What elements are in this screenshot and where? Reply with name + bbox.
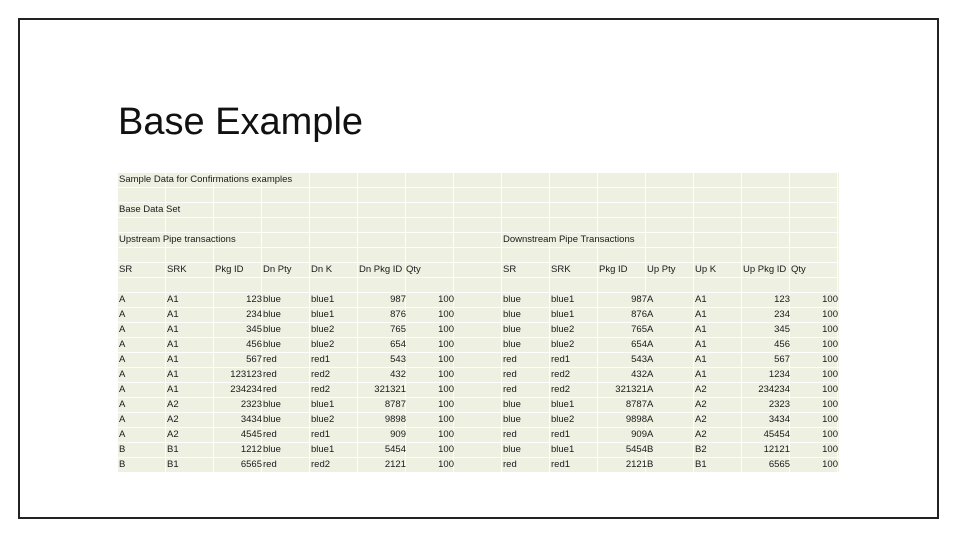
table-cell: 45454 (763, 429, 790, 440)
table-cell: 100 (822, 369, 838, 380)
table-cell: blue (503, 294, 521, 305)
table-cell: 456 (774, 339, 790, 350)
table-cell: 5454 (384, 444, 406, 455)
table-cell: 100 (438, 309, 454, 320)
table-cell: A1 (695, 369, 707, 380)
table-cell: red (263, 369, 277, 380)
table-cell: A2 (695, 384, 707, 395)
table-cell: 543 (631, 354, 647, 365)
table-cell: A1 (167, 339, 179, 350)
table-cell: 909 (390, 429, 406, 440)
table-cell: blue (503, 444, 521, 455)
table-cell: 234234 (230, 384, 262, 395)
table-cell: blue (503, 309, 521, 320)
table-cell: red2 (551, 369, 571, 380)
table-cell: red (263, 384, 277, 395)
table-cell: A1 (167, 309, 179, 320)
intro-text: Sample Data for Confirmations examples (119, 174, 293, 185)
table-cell: A (119, 309, 126, 320)
downstream-header: SRK (551, 264, 571, 275)
table-cell: 3434 (240, 414, 262, 425)
table-cell: A1 (167, 324, 179, 335)
table-cell: 100 (438, 399, 454, 410)
table-cell: 567 (774, 354, 790, 365)
table-cell: A1 (695, 294, 707, 305)
table-cell: A (647, 339, 654, 350)
table-cell: 123123 (230, 369, 262, 380)
table-cell: 876 (390, 309, 406, 320)
table-cell: 234 (246, 309, 262, 320)
table-cell: A (119, 399, 126, 410)
table-cell: 432 (631, 369, 647, 380)
table-cell: 543 (390, 354, 406, 365)
table-cell: A (119, 429, 126, 440)
table-cell: A (647, 384, 654, 395)
table-cell: red2 (311, 459, 331, 470)
table-cell: 2323 (768, 399, 790, 410)
table-cell: blue1 (551, 309, 575, 320)
table-cell: 909 (631, 429, 647, 440)
table-cell: A (647, 369, 654, 380)
table-cell: A (119, 414, 126, 425)
table-cell: blue2 (551, 339, 575, 350)
table-cell: red (503, 369, 517, 380)
table-cell: blue1 (311, 294, 335, 305)
table-cell: 321321 (374, 384, 406, 395)
table-cell: 654 (631, 339, 647, 350)
table-cell: 123 (774, 294, 790, 305)
table-cell: A (119, 369, 126, 380)
table-cell: 765 (390, 324, 406, 335)
downstream-header: Up Pkg ID (743, 264, 787, 275)
table-cell: 100 (438, 429, 454, 440)
table-cell: 234 (774, 309, 790, 320)
table-cell: 100 (822, 429, 838, 440)
table-cell: A (647, 414, 654, 425)
table-cell: A1 (695, 324, 707, 335)
table-cell: 9898 (625, 414, 647, 425)
table-cell: 8787 (384, 399, 406, 410)
table-cell: 765 (631, 324, 647, 335)
table-cell: A (647, 399, 654, 410)
table-cell: red (263, 459, 277, 470)
table-cell: blue (263, 309, 281, 320)
table-cell: 100 (822, 444, 838, 455)
table-cell: red2 (551, 384, 571, 395)
table-cell: A1 (695, 339, 707, 350)
table-cell: 100 (438, 294, 454, 305)
table-cell: blue2 (311, 414, 335, 425)
table-cell: 123 (246, 294, 262, 305)
slide-title: Base Example (118, 101, 364, 143)
table-cell: 100 (822, 294, 838, 305)
table-cell: 456 (246, 339, 262, 350)
table-cell: red (263, 429, 277, 440)
table-cell: 6565 (240, 459, 262, 470)
table-cell: 100 (822, 309, 838, 320)
table-cell: 345 (774, 324, 790, 335)
table-cell: 8787 (625, 399, 647, 410)
table-cell: 2121 (384, 459, 406, 470)
table-cell: red2 (311, 369, 331, 380)
table-cell: A2 (695, 429, 707, 440)
table-cell: blue (263, 414, 281, 425)
upstream-header: SRK (167, 264, 187, 275)
dataset-subtitle: Base Data Set (119, 204, 181, 215)
table-cell: A (119, 294, 126, 305)
table-cell: 9898 (384, 414, 406, 425)
upstream-header: Dn Pty (263, 264, 292, 275)
table-cell: blue (263, 399, 281, 410)
table-cell: blue (263, 339, 281, 350)
table-cell: blue2 (311, 324, 335, 335)
table-cell: 100 (822, 324, 838, 335)
table-cell: blue (263, 324, 281, 335)
table-cell: 100 (438, 354, 454, 365)
table-cell: blue (263, 294, 281, 305)
table-cell: 1212 (240, 444, 262, 455)
table-cell: red (503, 354, 517, 365)
table-cell: A (647, 429, 654, 440)
upstream-header: Dn Pkg ID (359, 264, 403, 275)
table-cell: red1 (311, 354, 331, 365)
table-cell: 321321 (615, 384, 647, 395)
table-cell: blue1 (311, 309, 335, 320)
table-cell: A (119, 339, 126, 350)
table-cell: red1 (551, 459, 571, 470)
table-cell: 987 (390, 294, 406, 305)
table-cell: A2 (167, 414, 179, 425)
table-cell: B1 (695, 459, 707, 470)
table-cell: 432 (390, 369, 406, 380)
table-cell: 987 (631, 294, 647, 305)
table-cell: 1234 (768, 369, 790, 380)
table-cell: 6565 (768, 459, 790, 470)
upstream-section-label: Upstream Pipe transactions (119, 234, 236, 245)
table-cell: A (647, 309, 654, 320)
table-cell: red (503, 429, 517, 440)
table-cell: blue2 (311, 339, 335, 350)
table-cell: 876 (631, 309, 647, 320)
table-cell: 654 (390, 339, 406, 350)
table-cell: B2 (695, 444, 707, 455)
table-cell: 2121 (625, 459, 647, 470)
table-cell: A2 (695, 414, 707, 425)
upstream-header: Pkg ID (215, 264, 244, 275)
upstream-header: SR (119, 264, 133, 275)
table-cell: 2323 (240, 399, 262, 410)
table-cell: A1 (695, 309, 707, 320)
table-cell: blue (263, 444, 281, 455)
table-cell: A2 (167, 399, 179, 410)
table-cell: A (647, 294, 654, 305)
table-cell: blue1 (551, 294, 575, 305)
table-cell: 12121 (763, 444, 790, 455)
table-cell: B (647, 459, 654, 470)
table-cell: A (119, 324, 126, 335)
table-cell: 100 (438, 384, 454, 395)
table-cell: red (263, 354, 277, 365)
table-cell: blue2 (551, 414, 575, 425)
table-cell: 100 (822, 384, 838, 395)
downstream-header: Pkg ID (599, 264, 628, 275)
table-cell: B (119, 444, 126, 455)
table-cell: B1 (167, 459, 179, 470)
table-cell: blue1 (311, 399, 335, 410)
table-cell: 100 (822, 414, 838, 425)
table-cell: A1 (695, 354, 707, 365)
table-cell: A (119, 384, 126, 395)
table-cell: 100 (822, 459, 838, 470)
table-cell: 345 (246, 324, 262, 335)
table-cell: A (647, 324, 654, 335)
table-cell: blue (503, 399, 521, 410)
table-cell: red2 (311, 384, 331, 395)
downstream-header: Up Pty (647, 264, 676, 275)
table-cell: 100 (438, 339, 454, 350)
table-cell: A (119, 354, 126, 365)
table-cell: red (503, 384, 517, 395)
table-cell: blue (503, 414, 521, 425)
table-cell: 234234 (758, 384, 790, 395)
table-cell: 100 (438, 444, 454, 455)
table-cell: red1 (551, 354, 571, 365)
table-cell: blue2 (551, 324, 575, 335)
table-cell: blue1 (311, 444, 335, 455)
table-cell: 567 (246, 354, 262, 365)
table-cell: 100 (438, 459, 454, 470)
table-cell: A1 (167, 369, 179, 380)
upstream-header: Qty (406, 264, 421, 275)
table-cell: blue (503, 324, 521, 335)
table-cell: red1 (311, 429, 331, 440)
downstream-header: Qty (791, 264, 806, 275)
table-cell: 100 (438, 369, 454, 380)
table-cell: blue1 (551, 444, 575, 455)
table-cell: B (119, 459, 126, 470)
table-cell: 100 (822, 399, 838, 410)
table-cell: red (503, 459, 517, 470)
downstream-header: Up K (695, 264, 717, 275)
table-cell: B1 (167, 444, 179, 455)
table-cell: A1 (167, 384, 179, 395)
table-cell: B (647, 444, 654, 455)
table-cell: red1 (551, 429, 571, 440)
table-cell: 100 (438, 324, 454, 335)
table-cell: 100 (822, 354, 838, 365)
upstream-header: Dn K (311, 264, 333, 275)
downstream-header: SR (503, 264, 517, 275)
table-cell: 100 (822, 339, 838, 350)
table-cell: 4545 (240, 429, 262, 440)
table-cell: 100 (438, 414, 454, 425)
table-cell: 3434 (768, 414, 790, 425)
table-cell: 5454 (625, 444, 647, 455)
downstream-section-label: Downstream Pipe Transactions (503, 234, 635, 245)
table-cell: A2 (167, 429, 179, 440)
table-cell: A (647, 354, 654, 365)
table-cell: A1 (167, 294, 179, 305)
table-cell: A1 (167, 354, 179, 365)
table-cell: blue (503, 339, 521, 350)
table-cell: blue1 (551, 399, 575, 410)
table-cell: A2 (695, 399, 707, 410)
